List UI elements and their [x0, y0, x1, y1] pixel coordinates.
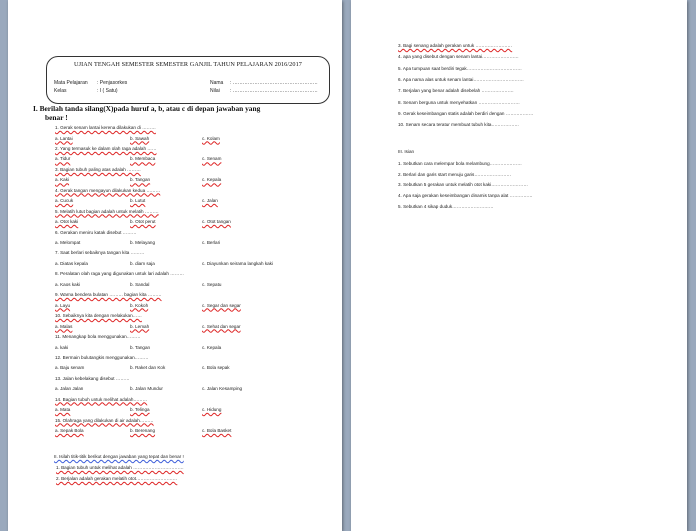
question-3-option-c[interactable]: c. Kepala [202, 177, 222, 183]
section1-title-line1: I. Berilah tanda silang(X)pada huruf a, b, atau c di depan jawaban yang [33, 104, 261, 113]
question-1-option-b[interactable]: b. Sawah [130, 135, 150, 141]
question-10-option-a[interactable]: a. Malas [55, 323, 73, 329]
question-3: 3. Bagian tubuh paling atas adalah ……… [55, 166, 141, 172]
section2-item-10: 10. Senam secara teratur membuat tubuh kita……………… [398, 122, 520, 128]
page-right [351, 0, 687, 531]
question-7: 7. Saat berlari sebaiknya tangan kita ……… [55, 250, 145, 256]
question-5-option-c[interactable]: c. Otot tangan [202, 219, 231, 225]
page-left [8, 0, 342, 531]
section3-item-2: 2. Berlari dan garis start menuju garis…………………… [398, 171, 512, 177]
question-6-option-b[interactable]: b. Melayang [130, 240, 156, 245]
question-10-option-b[interactable]: b. Lemah [130, 323, 150, 329]
question-1-option-a[interactable]: a. Lantai [55, 135, 73, 141]
question-2: 2. Yang termasuk ke dalam olah raga adalah …… [55, 145, 157, 151]
class-value: : I ( Satu) [97, 88, 118, 94]
question-13-option-a[interactable]: a. Jalan Jalan [55, 386, 84, 392]
section2-item-8: 8. Senam berguna untuk menyehatkan ……………………… [398, 99, 520, 105]
question-4-option-b[interactable]: b. Lutut [130, 198, 146, 204]
question-13: 13. Jalan kebelakang disebut ……… [55, 375, 130, 381]
question-5: 5. Melatih lutut bagian adalah untuk melatih ……… [55, 208, 159, 214]
question-15-option-a[interactable]: a. Sepak Bola [55, 428, 84, 434]
section3-item-5: 5. Sebutkan 4 sikap duduk……………………… [398, 203, 494, 209]
score-field: : …………………………………………… [230, 88, 318, 94]
question-11-option-b[interactable]: b. Tangan [130, 344, 151, 350]
section1-title-line2: benar ! [45, 113, 68, 122]
question-3-option-a[interactable]: a. Kaki [55, 177, 70, 183]
question-14: 14. Bagian tubuh untuk melihat adalah……… [55, 396, 148, 402]
question-12-option-c[interactable]: c. Bola sepak [202, 365, 230, 371]
question-6-option-c[interactable]: c. Berlari [202, 240, 221, 245]
question-15-option-c[interactable]: c. Bola Basket [202, 428, 232, 434]
question-8-option-a[interactable]: a. Kaos kaki [55, 281, 81, 287]
section2-item-2: 2. Berjalan adalah gerakan melatih otot……………………… [56, 476, 178, 481]
question-7-option-b[interactable]: b. diam saja [130, 260, 155, 266]
question-5-option-a[interactable]: a. Otot kaki [55, 219, 79, 225]
question-2-option-a[interactable]: a. Tidur [55, 156, 71, 162]
section2-item-1: 1. Bagian tubuh untuk melihat adalah …………………………… [56, 465, 184, 470]
question-12-option-a[interactable]: a. Baju senam [55, 365, 85, 371]
question-10: 10. Sebaiknya kita dengan melakukan…… [55, 313, 142, 319]
question-14-option-a[interactable]: a. Mata [55, 407, 71, 413]
question-6: 6. Gerakan meniru katak disebut ……… [55, 229, 137, 235]
question-13-option-b[interactable]: b. Jalan Mundur [130, 386, 163, 392]
question-2-option-c[interactable]: c. Senam [202, 156, 222, 162]
question-9-option-b[interactable]: b. Kokoh [130, 302, 149, 308]
question-1-option-c[interactable]: c. Kolam [202, 135, 220, 141]
question-11: 11. Menangkap bola menggunakan……… [55, 334, 141, 339]
exam-header-box [46, 56, 330, 104]
name-field: : …………………………………………… [230, 80, 318, 86]
question-8-option-b[interactable]: b. Sandal [130, 281, 150, 287]
question-14-option-b[interactable]: b. Telinga [130, 407, 150, 413]
section3-title: III. Isian [398, 149, 415, 154]
question-4-option-c[interactable]: c. Jalan [202, 198, 218, 204]
question-9: 9. Warna bendera bulatan ……… bagian kita ……… [55, 292, 162, 298]
question-4: 4. Gerak tangan mengayun dilakukan kedua ……… [55, 187, 161, 193]
question-8: 8. Peralatan olah raga yang digunakan untuk lari adalah ……… [55, 271, 184, 277]
question-9-option-a[interactable]: a. Layu [55, 302, 71, 308]
question-11-option-a[interactable]: a. kaki [55, 344, 69, 350]
question-13-option-c[interactable]: c. Jalan Kesamping [202, 386, 243, 392]
question-14-option-c[interactable]: c. Hidung [202, 407, 222, 413]
score-label: Nilai [210, 88, 220, 94]
question-4-option-a[interactable]: a. Cucuk [55, 198, 74, 204]
question-11-option-c[interactable]: c. Kepala [202, 344, 222, 350]
section3-item-4: 4. Apa saja gerakan keseimbangan dinamis tanpa alat …………… [398, 193, 533, 199]
section3-item-3: 3. Sebutkan 5 gerakan untuk melatih otot kaki…………………… [398, 182, 528, 188]
section2-item-5: 5. Apa tumpuan saat berdiri tegak……………………………… [398, 65, 522, 71]
section2-item-4: 4. apa yang disebut dengan senam lantai…………………… [398, 54, 519, 60]
question-6-option-a[interactable]: a. Melompat [55, 240, 81, 245]
question-15: 15. Olahraga yang dilakukan di air adalah……… [55, 417, 154, 423]
question-9-option-c[interactable]: c. Segar dan segar [202, 302, 241, 308]
section2-item-9: 9. Gerak keseimbangan statis adalah berdiri dengan ……………… [398, 110, 534, 116]
question-12: 12. Bermain bulutangkis menggunakan……… [55, 354, 149, 360]
question-7-option-a[interactable]: a. Diatas kepala [55, 260, 88, 266]
question-2-option-b[interactable]: b. Membaca [130, 156, 156, 162]
question-10-option-c[interactable]: c. Sehat dan segar [202, 323, 241, 329]
exam-title: UJIAN TENGAH SEMESTER SEMESTER GANJIL TAHUN PELAJARAN 2016/2017 [74, 61, 302, 68]
section2-item-3: 3. Bagi senang adalah gerakan untuk …………………… [398, 43, 513, 48]
section2-title: II. Isilah titik-titik berikut dengan jawaban yang tepat dan benar ! [54, 454, 184, 459]
section2-item-7: 7. Berjalan yang benar adalah disebelah ………………… [398, 88, 514, 94]
name-label: Nama [210, 80, 224, 86]
question-12-option-b[interactable]: b. Raket dan Kok [130, 365, 166, 371]
question-3-option-b[interactable]: b. Tangan [130, 177, 151, 183]
question-1: 1. Gerak senam lantai kerena dilakukan di ……… [55, 125, 156, 130]
subject-value: : Penjasorkes [97, 80, 128, 86]
question-8-option-c[interactable]: c. Sepatu [202, 281, 222, 287]
section3-item-1: 1. Sebutkan cara melempar bola melambung………………… [398, 161, 522, 166]
section2-item-6: 6. Apa nama alas untuk senam lantai…………………………… [398, 76, 524, 82]
question-5-option-b[interactable]: b. Otot perut [130, 219, 156, 225]
question-7-option-c[interactable]: c. Diayunkan seirama langkah kaki [202, 260, 273, 266]
subject-label: Mata Pelajaran [54, 80, 88, 86]
class-label: Kelas [54, 88, 67, 94]
question-15-option-b[interactable]: b. Berenang [130, 428, 156, 434]
